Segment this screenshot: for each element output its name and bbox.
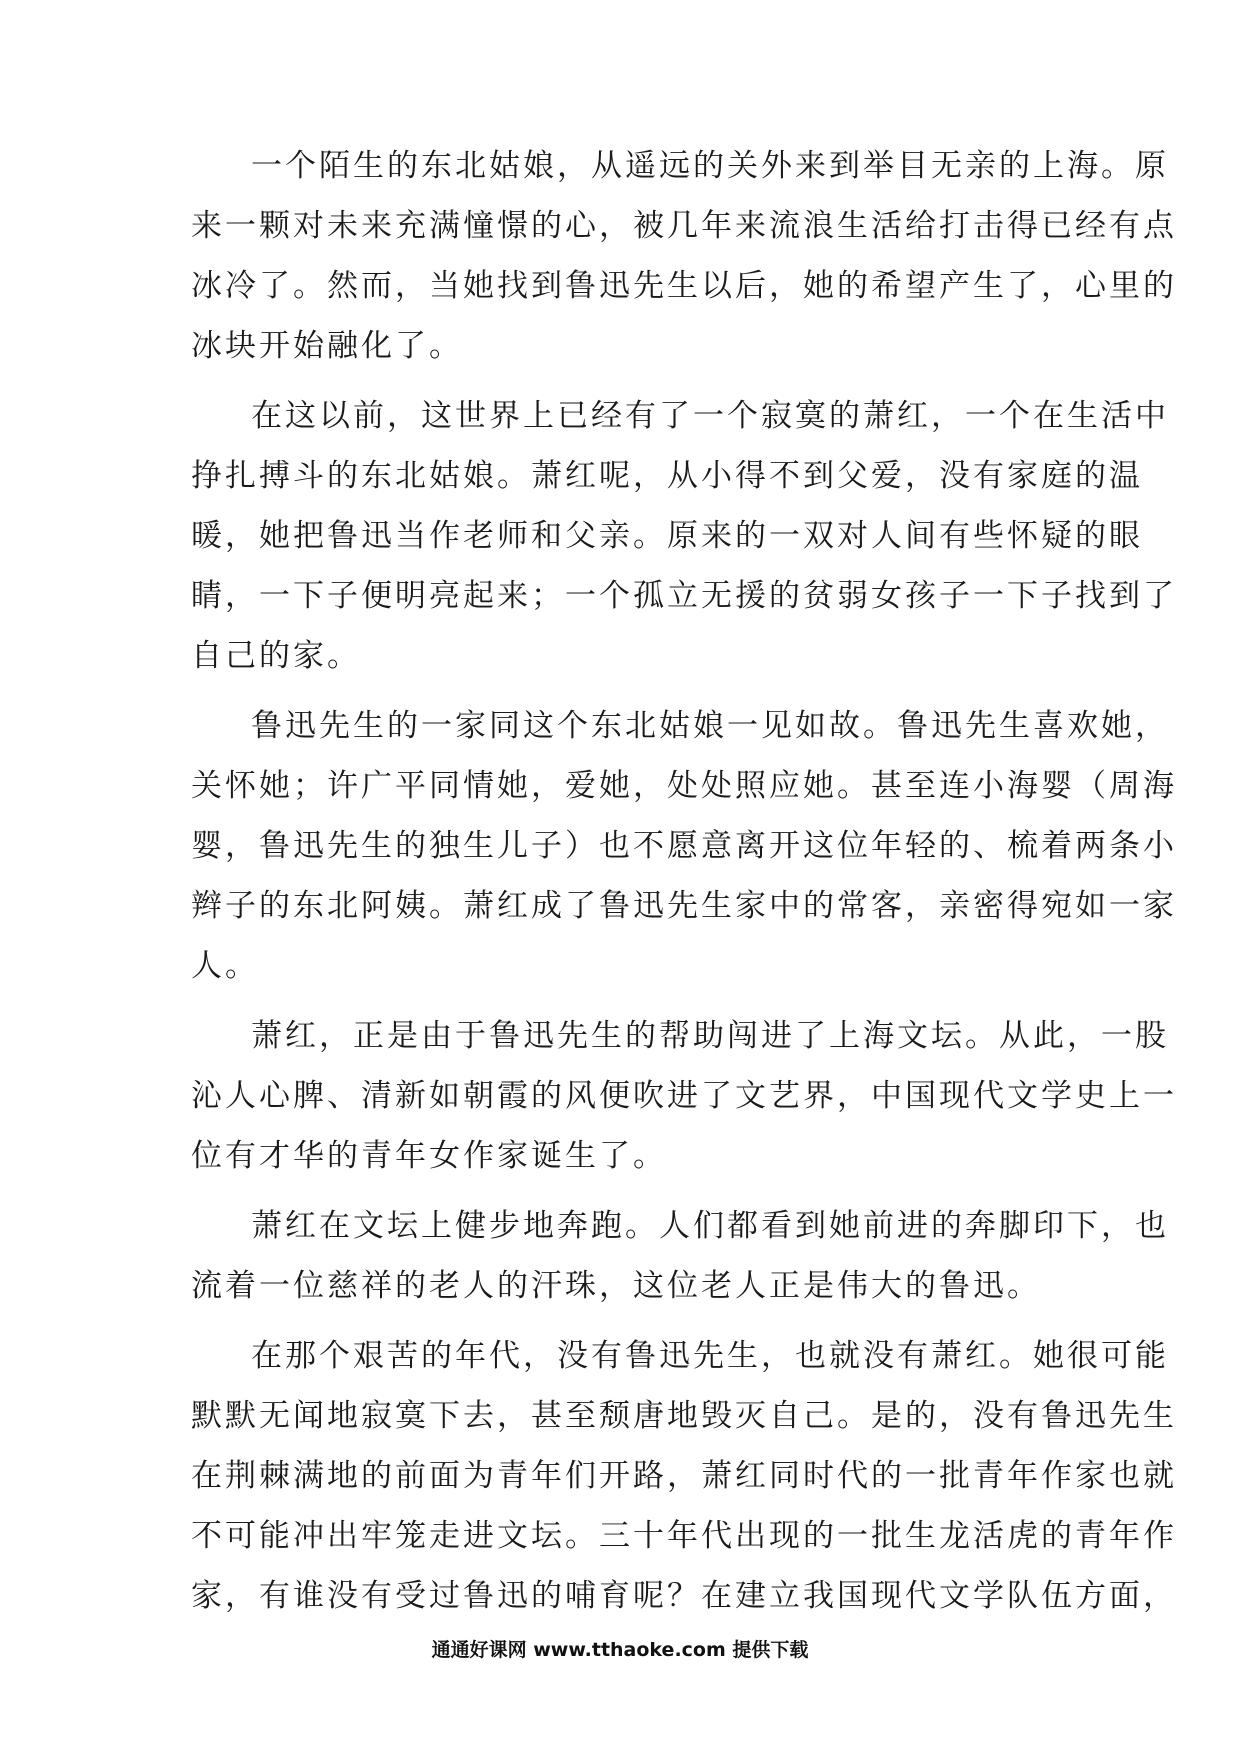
text-line: 萧红在文坛上健步地奔跑。人们都看到她前进的奔脚印下，也 [251, 1208, 1169, 1244]
paragraph-5 [191, 1196, 1169, 1316]
text-line: 默默无闻地寂寞下去，甚至颓唐地毁灭自己。是的，没有鲁迅先生 [191, 1398, 1177, 1434]
text-line: 辫子的东北阿姨。萧红成了鲁迅先生家中的常客，亲密得宛如一家 [191, 888, 1177, 924]
text-line: 冰块开始融化了。 [191, 328, 463, 364]
text-line: 沁人心脾、清新如朝霞的风便吹进了文艺界，中国现代文学史上一 [191, 1078, 1177, 1114]
text-line: 来一颗对未来充满憧憬的心，被几年来流浪生活给打击得已经有点 [191, 208, 1177, 244]
document-body [191, 136, 1177, 1626]
text-line: 自己的家。 [191, 638, 361, 674]
text-line: 婴，鲁迅先生的独生儿子）也不愿意离开这位年轻的、梳着两条小 [191, 828, 1177, 864]
text-line: 鲁迅先生的一家同这个东北姑娘一见如故。鲁迅先生喜欢她， [251, 708, 1169, 744]
text-line: 在那个艰苦的年代，没有鲁迅先生，也就没有萧红。她很可能 [251, 1338, 1169, 1374]
text-line: 挣扎搏斗的东北姑娘。萧红呢，从小得不到父爱，没有家庭的温 [191, 458, 1143, 494]
text-line: 一个陌生的东北姑娘，从遥远的关外来到举目无亲的上海。原 [251, 148, 1169, 184]
text-line: 位有才华的青年女作家诞生了。 [191, 1138, 667, 1174]
text-line: 家，有谁没有受过鲁迅的哺育呢？在建立我国现代文学队伍方面， [191, 1578, 1177, 1614]
paragraph-2 [191, 386, 1177, 686]
paragraph-3 [191, 696, 1177, 996]
paragraph-1 [191, 136, 1177, 376]
text-line: 关怀她；许广平同情她，爱她，处处照应她。甚至连小海婴（周海 [191, 768, 1177, 804]
text-line: 暖，她把鲁迅当作老师和父亲。原来的一双对人间有些怀疑的眼 [191, 518, 1143, 554]
text-line: 流着一位慈祥的老人的汗珠，这位老人正是伟大的鲁迅。 [191, 1268, 1041, 1304]
download-footer: 通通好课网 www.tthaoke.com 提供下载 [431, 1639, 809, 1661]
paragraph-4 [191, 1006, 1177, 1186]
paragraph-6 [191, 1326, 1177, 1626]
text-line: 在这以前，这世界上已经有了一个寂寞的萧红，一个在生活中 [251, 398, 1169, 434]
text-line: 不可能冲出牢笼走进文坛。三十年代出现的一批生龙活虎的青年作 [191, 1518, 1177, 1554]
text-line: 萧红，正是由于鲁迅先生的帮助闯进了上海文坛。从此，一股 [251, 1018, 1169, 1054]
text-line: 冰冷了。然而，当她找到鲁迅先生以后，她的希望产生了，心里的 [191, 268, 1177, 304]
text-line: 在荆棘满地的前面为青年们开路，萧红同时代的一批青年作家也就 [191, 1458, 1177, 1494]
text-line: 睛，一下子便明亮起来；一个孤立无援的贫弱女孩子一下子找到了 [191, 578, 1177, 614]
text-line: 人。 [191, 948, 259, 984]
